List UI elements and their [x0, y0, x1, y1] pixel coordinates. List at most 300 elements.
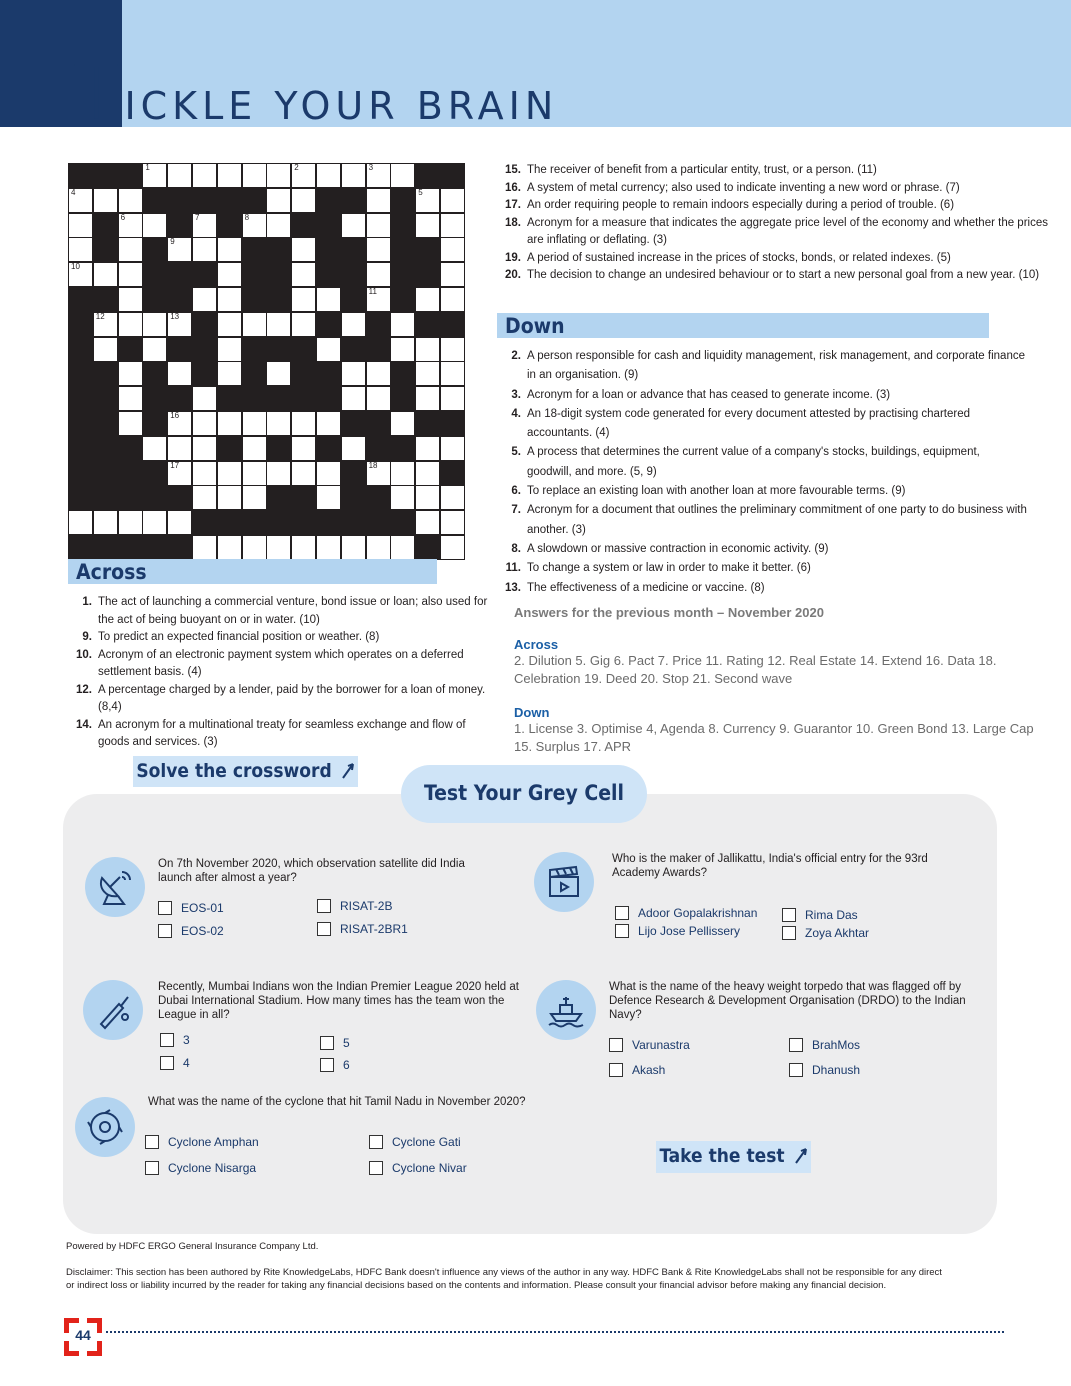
crossword-cell[interactable]: [242, 535, 267, 560]
crossword-block: [93, 361, 118, 386]
crossword-cell[interactable]: [440, 436, 465, 461]
crossword-block: [390, 188, 415, 213]
crossword-cell[interactable]: [366, 361, 391, 386]
crossword-cell[interactable]: [93, 312, 118, 337]
crossword-cell[interactable]: [390, 312, 415, 337]
crossword-block: [167, 337, 192, 362]
crossword-cell[interactable]: [217, 237, 242, 262]
crossword-cell[interactable]: [118, 510, 143, 535]
checkbox[interactable]: [160, 1056, 174, 1070]
crossword-cell[interactable]: [366, 163, 391, 188]
crossword-block: [142, 188, 167, 213]
crossword-cell[interactable]: [167, 312, 192, 337]
crossword-cell[interactable]: [217, 485, 242, 510]
q5-option-1[interactable]: Cyclone Amphan: [145, 1135, 259, 1149]
crossword-cell[interactable]: [440, 287, 465, 312]
crossword-block: [390, 237, 415, 262]
crossword-cell[interactable]: [192, 461, 217, 486]
crossword-cell[interactable]: [217, 361, 242, 386]
crossword-cell[interactable]: [341, 361, 366, 386]
crossword-cell[interactable]: [291, 461, 316, 486]
crossword-cell[interactable]: [415, 188, 440, 213]
crossword-cell[interactable]: [217, 535, 242, 560]
crossword-cell[interactable]: [440, 361, 465, 386]
question-1-text: On 7th November 2020, which observation satellite did India launch after almost a year?: [158, 858, 465, 884]
crossword-cell[interactable]: [167, 237, 192, 262]
crossword-block: [93, 386, 118, 411]
crossword-cell[interactable]: [118, 312, 143, 337]
crossword-cell[interactable]: [440, 510, 465, 535]
clue-number: 10.: [76, 648, 92, 661]
crossword-cell[interactable]: [167, 510, 192, 535]
crossword-cell[interactable]: [366, 237, 391, 262]
crossword-cell[interactable]: [68, 188, 93, 213]
clue-number: 3.: [511, 388, 521, 401]
crossword-cell[interactable]: [316, 535, 341, 560]
crossword-cell[interactable]: [366, 535, 391, 560]
q3-option-1[interactable]: 3: [160, 1033, 190, 1047]
crossword-cell[interactable]: [341, 213, 366, 238]
crossword-cell[interactable]: [217, 163, 242, 188]
crossword-cell[interactable]: [440, 337, 465, 362]
clue-number: 11: [368, 287, 377, 296]
crossword-block: [167, 287, 192, 312]
crossword-cell[interactable]: [118, 361, 143, 386]
crossword-block: [341, 485, 366, 510]
q3-option-4[interactable]: 6: [320, 1058, 350, 1072]
page-number-badge: [64, 1318, 102, 1356]
clue-text: The decision to change an undesired behaviour or to start a new personal goal from a new year. (10): [527, 269, 1040, 281]
crossword-block: [291, 386, 316, 411]
crossword-block: [415, 535, 440, 560]
crossword-cell[interactable]: [291, 436, 316, 461]
clue-number: 12.: [76, 683, 92, 696]
checkbox[interactable]: [369, 1161, 383, 1175]
crossword-block: [341, 262, 366, 287]
crossword-block: [341, 461, 366, 486]
crossword-cell[interactable]: [266, 188, 291, 213]
crossword-cell[interactable]: [217, 262, 242, 287]
crossword-cell[interactable]: [291, 237, 316, 262]
crossword-cell[interactable]: [341, 163, 366, 188]
crossword-cell[interactable]: [291, 411, 316, 436]
crossword-cell[interactable]: [192, 411, 217, 436]
clue-text: A system of metal currency; also used to indicate inventing a new word or phrase. (7): [527, 181, 960, 194]
crossword-cell[interactable]: [192, 213, 217, 238]
checkbox[interactable]: [615, 924, 629, 938]
checkbox[interactable]: [317, 922, 331, 936]
crossword-block: [142, 361, 167, 386]
crossword-cell[interactable]: [142, 337, 167, 362]
crossword-block: [341, 337, 366, 362]
crossword-cell[interactable]: [316, 287, 341, 312]
crossword-cell[interactable]: [266, 461, 291, 486]
crossword-cell[interactable]: [242, 461, 267, 486]
crossword-grid[interactable]: [68, 163, 440, 535]
crossword-cell[interactable]: [366, 213, 391, 238]
crossword-cell[interactable]: [93, 510, 118, 535]
crossword-cell[interactable]: [316, 411, 341, 436]
crossword-cell[interactable]: [291, 188, 316, 213]
crossword-cell[interactable]: [192, 485, 217, 510]
crossword-block: [167, 262, 192, 287]
clue-text: Acronym for a measure that indicates the aggregate price level of the economy and whether the prices are inflating or deflating. (3): [527, 216, 1048, 246]
crossword-block: [266, 386, 291, 411]
crossword-cell[interactable]: [415, 361, 440, 386]
checkbox[interactable]: [160, 1033, 174, 1047]
crossword-block: [242, 386, 267, 411]
answers-title: Answers for the previous month – November 2020: [514, 605, 824, 620]
crossword-cell[interactable]: [440, 237, 465, 262]
checkbox[interactable]: [369, 1135, 383, 1149]
crossword-block: [266, 262, 291, 287]
crossword-block: [341, 411, 366, 436]
crossword-cell[interactable]: [415, 287, 440, 312]
crossword-block: [415, 411, 440, 436]
cursor-arrow-icon: [794, 1148, 808, 1164]
crossword-cell[interactable]: [341, 386, 366, 411]
crossword-cell[interactable]: [118, 411, 143, 436]
clue-text: The receiver of benefit from a particular entity, trust, or a person. (11): [527, 164, 877, 176]
clue-number: 8.: [511, 542, 521, 555]
checkbox[interactable]: [317, 899, 331, 913]
crossword-cell[interactable]: [142, 510, 167, 535]
question-3-text: Recently, Mumbai Indians won the Indian Premier League 2020 held at Dubai International Stadium. How many times has the team won the League in all?: [158, 981, 519, 1021]
crossword-cell[interactable]: [242, 436, 267, 461]
question-2-text: Who is the maker of Jallikattu, India's official entry for the 93rd Academy Awards?: [612, 853, 928, 879]
crossword-cell[interactable]: [242, 163, 267, 188]
q2-option-1[interactable]: Adoor Gopalakrishnan: [615, 906, 757, 920]
crossword-cell[interactable]: [118, 287, 143, 312]
clue-number: 4.: [511, 407, 521, 420]
clue-number: 10: [71, 262, 80, 272]
crossword-cell[interactable]: [415, 461, 440, 486]
answers-across-label: Across: [514, 637, 559, 652]
crossword-block: [217, 188, 242, 213]
q4-option-1[interactable]: Varunastra: [609, 1038, 690, 1052]
crossword-cell[interactable]: [118, 213, 143, 238]
crossword-cell[interactable]: [390, 535, 415, 560]
crossword-cell[interactable]: [415, 510, 440, 535]
crossword-block: [68, 535, 93, 560]
crossword-cell[interactable]: [415, 436, 440, 461]
across-clue-list-continued: [497, 162, 1057, 285]
crossword-cell[interactable]: [192, 535, 217, 560]
cursor-arrow-icon: [341, 763, 355, 779]
crossword-cell[interactable]: [118, 262, 143, 287]
crossword-block: [142, 287, 167, 312]
clue-number: 4: [71, 187, 76, 197]
crossword-cell[interactable]: [440, 485, 465, 510]
crossword-cell[interactable]: [93, 262, 118, 287]
clue-number: 17: [170, 460, 180, 470]
solve-crossword-button[interactable]: [133, 756, 358, 787]
crossword-block: [142, 237, 167, 262]
crossword-cell[interactable]: [291, 287, 316, 312]
crossword-cell[interactable]: [167, 461, 192, 486]
clue-item: [68, 629, 488, 647]
crossword-block: [142, 535, 167, 560]
crossword-cell[interactable]: [266, 361, 291, 386]
checkbox[interactable]: [320, 1036, 334, 1050]
crossword-cell[interactable]: [142, 163, 167, 188]
crossword-cell[interactable]: [118, 188, 143, 213]
checkbox[interactable]: [320, 1058, 334, 1072]
crossword-cell[interactable]: [266, 535, 291, 560]
checkbox[interactable]: [789, 1038, 803, 1052]
crossword-block: [242, 337, 267, 362]
crossword-block: [440, 461, 465, 486]
crossword-block: [366, 485, 391, 510]
q5-option-2[interactable]: Cyclone Gati: [369, 1135, 461, 1149]
crossword-cell[interactable]: [390, 411, 415, 436]
crossword-block: [266, 337, 291, 362]
crossword-cell[interactable]: [167, 436, 192, 461]
clue-item: [497, 501, 1027, 540]
crossword-cell[interactable]: [415, 337, 440, 362]
crossword-cell[interactable]: [440, 262, 465, 287]
crossword-block: [167, 386, 192, 411]
clue-number: 18: [368, 460, 378, 470]
crossword-cell[interactable]: [266, 213, 291, 238]
crossword-block: [93, 163, 118, 188]
q2-option-3[interactable]: Lijo Jose Pellissery: [615, 924, 740, 938]
clue-text: The effectiveness of a medicine or vaccine. (8): [527, 581, 765, 594]
clue-text: An 18-digit system code generated for every document attested by practising chartered accountants. (4): [527, 407, 970, 440]
crossword-cell[interactable]: [266, 163, 291, 188]
clue-number: 6: [120, 212, 126, 222]
crossword-block: [68, 312, 93, 337]
crossword-block: [93, 535, 118, 560]
crossword-cell[interactable]: [192, 386, 217, 411]
crossword-block: [366, 510, 391, 535]
crossword-cell[interactable]: [291, 163, 316, 188]
crossword-cell[interactable]: [366, 287, 391, 312]
crossword-block: [118, 163, 143, 188]
crossword-cell[interactable]: [366, 188, 391, 213]
clue-number: 9: [170, 237, 175, 247]
clue-number: 8: [244, 212, 250, 222]
checkbox[interactable]: [609, 1038, 623, 1052]
crossword-block: [266, 237, 291, 262]
crossword-cell[interactable]: [366, 262, 391, 287]
crossword-block: [242, 262, 267, 287]
q2-option-2[interactable]: Rima Das: [782, 908, 858, 922]
crossword-cell[interactable]: [316, 461, 341, 486]
clue-text: A process that determines the current value of a company's stocks, buildings, equipment, goodwill, and more. (5, 9): [527, 446, 980, 478]
crossword-cell[interactable]: [68, 510, 93, 535]
take-test-button[interactable]: [656, 1141, 811, 1173]
crossword-cell[interactable]: [242, 411, 267, 436]
q4-option-3[interactable]: Akash: [609, 1063, 665, 1077]
crossword-cell[interactable]: [390, 337, 415, 362]
crossword-block: [291, 337, 316, 362]
crossword-cell[interactable]: [192, 287, 217, 312]
question-4-text: What is the name of the heavy weight torpedo that was flagged off by Defence Research & Development Organisation (DRDO) to the Indian Navy?: [609, 981, 966, 1021]
crossword-block: [440, 411, 465, 436]
crossword-cell[interactable]: [242, 312, 267, 337]
crossword-cell[interactable]: [440, 535, 465, 560]
crossword-block: [93, 411, 118, 436]
crossword-block: [242, 237, 267, 262]
q4-option-2[interactable]: BrahMos: [789, 1038, 860, 1052]
clue-number: 2.: [511, 350, 521, 362]
disclaimer: Disclaimer: This section has been authored by Rite KnowledgeLabs, HDFC Bank doesn't influence any views of the author in any way. HDFC Bank & Rite KnowledgeLabs shall not be responsible for any direct or indirect loss or liability incurred by the reader for taking any financial decisions based on the contents and information. Please consult your financial advisor before making any financial decision.: [66, 1267, 942, 1291]
q5-option-4[interactable]: Cyclone Nivar: [369, 1161, 467, 1175]
crossword-cell[interactable]: [242, 485, 267, 510]
q1-option-2[interactable]: RISAT-2B: [317, 899, 392, 913]
clue-text: To replace an existing loan with another loan at more favourable terms. (9): [527, 485, 906, 498]
crossword-block: [192, 337, 217, 362]
clue-number: 5.: [511, 446, 521, 459]
clue-number: 16: [170, 411, 180, 420]
crossword-cell[interactable]: [291, 535, 316, 560]
crossword-cell[interactable]: [68, 237, 93, 262]
crossword-cell[interactable]: [266, 411, 291, 436]
crossword-block: [217, 436, 242, 461]
crossword-cell[interactable]: [341, 436, 366, 461]
clue-item: [497, 162, 1057, 180]
crossword-cell[interactable]: [316, 337, 341, 362]
checkbox[interactable]: [145, 1161, 159, 1175]
crossword-cell[interactable]: [341, 312, 366, 337]
crossword-cell[interactable]: [192, 163, 217, 188]
crossword-cell[interactable]: [415, 213, 440, 238]
checkbox[interactable]: [609, 1063, 623, 1077]
crossword-block: [266, 485, 291, 510]
crossword-cell[interactable]: [217, 411, 242, 436]
q3-option-3[interactable]: 4: [160, 1056, 190, 1070]
crossword-cell[interactable]: [316, 163, 341, 188]
crossword-block: [68, 337, 93, 362]
crossword-block: [341, 237, 366, 262]
crossword-cell[interactable]: [366, 386, 391, 411]
cricket-bat-icon: [83, 980, 143, 1040]
crossword-block: [167, 535, 192, 560]
crossword-cell[interactable]: [217, 461, 242, 486]
checkbox[interactable]: [158, 924, 172, 938]
across-heading: Across: [68, 559, 437, 584]
crossword-cell[interactable]: [291, 312, 316, 337]
clue-text: Acronym for a document that outlines the preliminary commitment of one party to do business with another. (3): [527, 504, 1027, 536]
crossword-block: [68, 436, 93, 461]
clue-item: [497, 197, 1057, 215]
checkbox[interactable]: [789, 1063, 803, 1077]
crossword-block: [266, 436, 291, 461]
clue-number: 3: [368, 163, 374, 172]
crossword-cell[interactable]: [440, 386, 465, 411]
crossword-block: [118, 535, 143, 560]
crossword-cell[interactable]: [266, 312, 291, 337]
clue-number: 7: [195, 212, 200, 222]
checkbox[interactable]: [782, 908, 796, 922]
clue-number: 7.: [511, 504, 521, 517]
q2-option-4[interactable]: Zoya Akhtar: [782, 926, 869, 940]
clue-text: A slowdown or massive contraction in economic activity. (9): [527, 542, 829, 555]
crossword-block: [93, 485, 118, 510]
crossword-cell[interactable]: [142, 213, 167, 238]
clue-item: [497, 267, 1057, 285]
crossword-cell[interactable]: [390, 163, 415, 188]
crossword-cell[interactable]: [440, 188, 465, 213]
crossword-cell[interactable]: [192, 237, 217, 262]
q1-option-1[interactable]: EOS-01: [158, 901, 224, 915]
crossword-block: [192, 361, 217, 386]
answers-down-text: 1. License 3. Optimise 4, Agenda 8. Currency 9. Guarantor 10. Green Bond 13. Large Cap 15. Surplus 17. APR: [514, 721, 1034, 754]
crossword-cell[interactable]: [217, 337, 242, 362]
clue-number: 14.: [76, 718, 92, 731]
clue-number: 17.: [505, 199, 521, 211]
crossword-block: [167, 213, 192, 238]
crossword-cell[interactable]: [291, 262, 316, 287]
crossword-cell[interactable]: [390, 461, 415, 486]
q1-option-3[interactable]: EOS-02: [158, 924, 224, 938]
clue-item: [497, 559, 1027, 578]
clue-text: A percentage charged by a lender, paid by the borrower for a loan of money. (8,4): [98, 683, 486, 713]
clue-number: 16.: [505, 181, 521, 194]
crossword-cell[interactable]: [167, 163, 192, 188]
crossword-cell[interactable]: [415, 485, 440, 510]
crossword-cell[interactable]: [167, 361, 192, 386]
answers-across-text: 2. Dilution 5. Gig 6. Pact 7. Price 11. Rating 12. Real Estate 14. Extend 16. Data 18. Celebration 19. Deed 20. Stop 21. Second wave: [514, 653, 997, 686]
crossword-cell[interactable]: [242, 213, 267, 238]
clue-item: [68, 682, 488, 717]
crossword-cell[interactable]: [68, 213, 93, 238]
crossword-cell[interactable]: [118, 237, 143, 262]
crossword-cell[interactable]: [167, 411, 192, 436]
crossword-cell[interactable]: [142, 436, 167, 461]
crossword-cell[interactable]: [217, 312, 242, 337]
checkbox[interactable]: [145, 1135, 159, 1149]
crossword-block: [366, 436, 391, 461]
crossword-cell[interactable]: [93, 337, 118, 362]
crossword-cell[interactable]: [440, 213, 465, 238]
crossword-cell[interactable]: [390, 485, 415, 510]
crossword-cell[interactable]: [366, 461, 391, 486]
clue-text: Acronym for a loan or advance that has ceased to generate income. (3): [527, 388, 891, 401]
crossword-cell[interactable]: [316, 485, 341, 510]
clue-text: The act of launching a commercial venture, bond issue or loan; also used for the act of being buoyant on or in water. (10): [98, 596, 488, 626]
crossword-cell[interactable]: [118, 386, 143, 411]
crossword-cell[interactable]: [192, 436, 217, 461]
crossword-cell[interactable]: [68, 262, 93, 287]
clue-number: 12: [95, 311, 105, 321]
crossword-cell[interactable]: [341, 535, 366, 560]
crossword-cell[interactable]: [415, 386, 440, 411]
checkbox[interactable]: [158, 901, 172, 915]
checkbox[interactable]: [782, 926, 796, 940]
checkbox[interactable]: [615, 906, 629, 920]
q3-option-2[interactable]: 5: [320, 1036, 350, 1050]
crossword-block: [192, 188, 217, 213]
q5-option-3[interactable]: Cyclone Nisarga: [145, 1161, 256, 1175]
q1-option-4[interactable]: RISAT-2BR1: [317, 922, 408, 936]
crossword-block: [316, 237, 341, 262]
question-5-text: What was the name of the cyclone that hit Tamil Nadu in November 2020?: [148, 1096, 526, 1108]
crossword-block: [68, 287, 93, 312]
clue-number: 6.: [511, 485, 521, 498]
crossword-cell[interactable]: [93, 188, 118, 213]
clue-number: 2: [294, 163, 299, 172]
clue-number: 1.: [82, 596, 92, 608]
footer-divider: [106, 1331, 1004, 1333]
clue-item: [68, 647, 488, 682]
crossword-cell[interactable]: [217, 287, 242, 312]
crossword-cell[interactable]: [142, 312, 167, 337]
q4-option-4[interactable]: Dhanush: [789, 1063, 860, 1077]
clue-item: [497, 540, 1027, 559]
clue-item: [497, 443, 1027, 482]
